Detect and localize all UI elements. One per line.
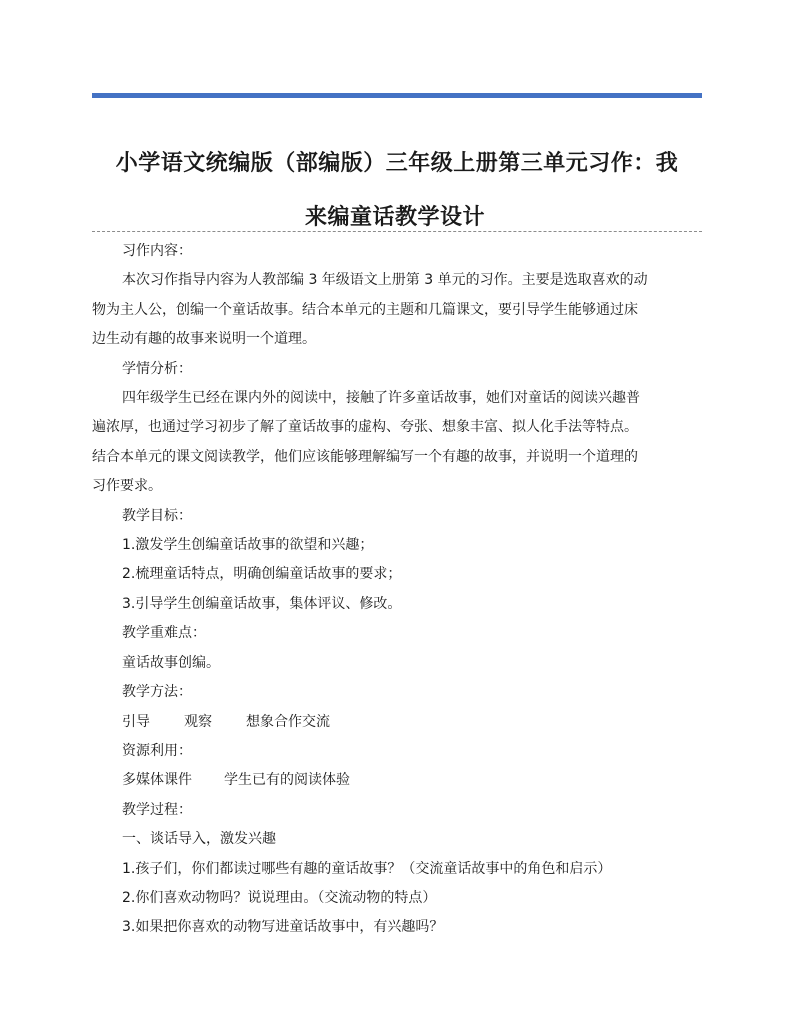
goal-item: 3.引导学生创编童话故事，集体评议、修改。: [122, 595, 402, 612]
paragraph-line: 四年级学生已经在课内外的阅读中，接触了许多童话故事，她们对童话的阅读兴趣普: [122, 390, 640, 407]
paragraph-line: 习作要求。: [92, 478, 162, 495]
section-heading-methods: 教学方法：: [122, 684, 192, 701]
section-heading-resources: 资源利用：: [122, 742, 192, 759]
resource-item: 多媒体课件: [122, 772, 192, 789]
section-heading-analysis: 学情分析：: [122, 360, 192, 377]
method-item: 引导: [122, 713, 150, 730]
header-rule: [92, 93, 702, 98]
key-points-text: 童话故事创编。: [122, 654, 220, 671]
paragraph-line: 结合本单元的课文阅读教学，他们应该能够理解编写一个有趣的故事，并说明一个道理的: [92, 448, 638, 465]
methods-line: [92, 708, 704, 737]
paragraph-line: 本次习作指导内容为人教部编 3 年级语文上册第 3 单元的习作。主要是选取喜欢的动: [122, 272, 648, 289]
process-item: 1.孩子们，你们都读过哪些有趣的童话故事？（交流童话故事中的角色和启示）: [122, 860, 612, 877]
section-heading-key-points: 教学重难点：: [122, 625, 206, 642]
document-body: [92, 237, 704, 943]
paragraph-line: 遍浓厚，也通过学习初步了解了童话故事的虚构、夸张、想象丰富、拟人化手法等特点。: [92, 419, 638, 436]
paragraph-line: 边生动有趣的故事来说明一个道理。: [92, 331, 316, 348]
method-item: 想象合作交流: [246, 713, 330, 730]
paragraph-line: 物为主人公，创编一个童话故事。结合本单元的主题和几篇课文，要引导学生能够通过床: [92, 301, 638, 318]
section-heading-goals: 教学目标：: [122, 507, 192, 524]
doc-title-line-2: 来编童话教学设计: [304, 205, 485, 230]
process-item: 3.如果把你喜欢的动物写进童话故事中，有兴趣吗？: [122, 919, 444, 936]
process-step-heading: 一、谈话导入，激发兴趣: [122, 831, 276, 848]
process-item: 2.你们喜欢动物吗？说说理由。（交流动物的特点）: [122, 889, 437, 906]
resources-line: [92, 766, 704, 795]
section-heading-content: 习作内容：: [122, 243, 192, 259]
method-item: 观察: [184, 713, 212, 730]
title-divider: [92, 231, 702, 232]
goal-item: 1.激发学生创编童话故事的欲望和兴趣；: [122, 537, 374, 554]
goal-item: 2.梳理童话特点，明确创编童话故事的要求；: [122, 566, 402, 583]
section-heading-process: 教学过程：: [122, 801, 192, 818]
doc-title-line-1: 小学语文统编版（部编版）三年级上册第三单元习作：我: [115, 151, 679, 176]
resource-item: 学生已有的阅读体验: [224, 772, 350, 789]
